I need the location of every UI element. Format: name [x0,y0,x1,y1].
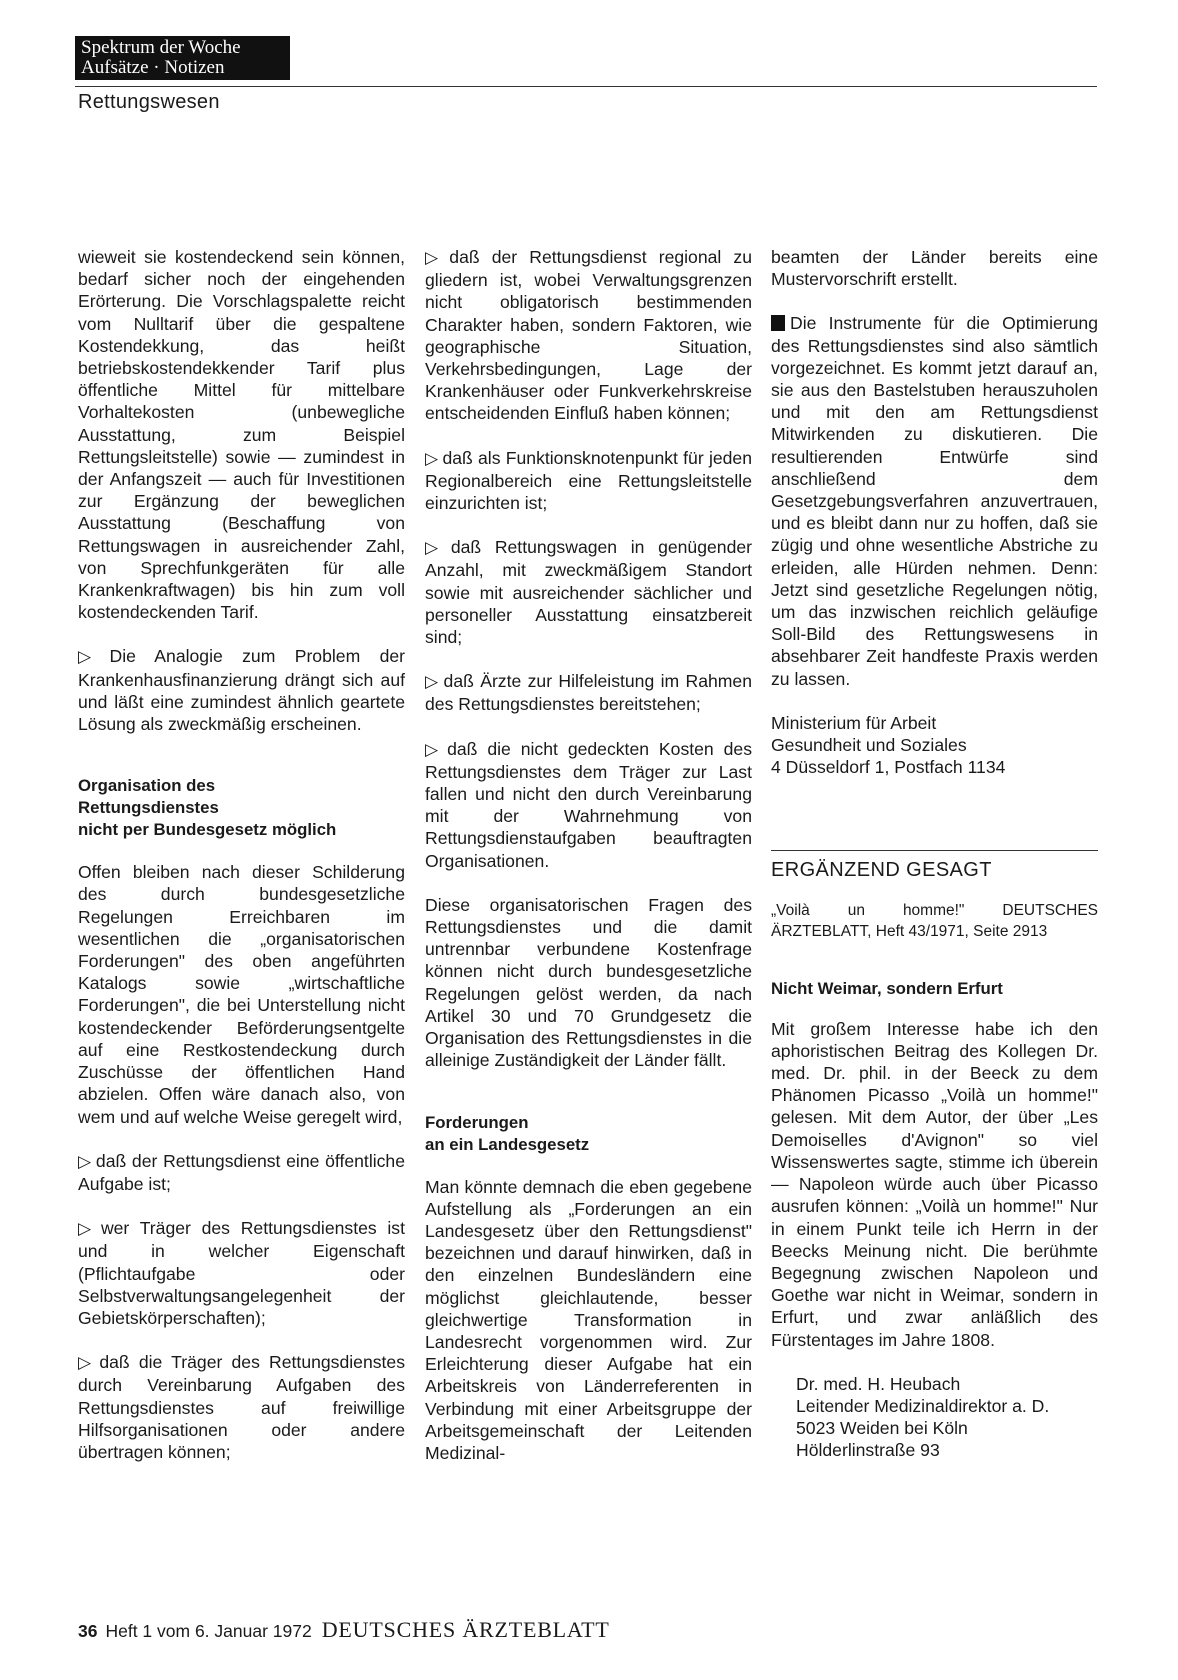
subheading [78,775,405,841]
bullet-text: daß der Rettungsdienst eine öffentliche Aufgabe ist; [78,1150,406,1194]
triangle-bullet-icon: ▷ [425,448,439,468]
address-line: Gesundheit und Soziales [771,735,967,756]
column-2 [425,246,752,1464]
subheading: Nicht Weimar, sondern Erfurt [771,978,1003,998]
subheading-line: Organisation des [78,776,216,796]
bullet-item [78,1217,405,1329]
column-3 [771,246,1098,1462]
bullet-text: daß die Träger des Rettungsdienstes durch Vereinbarung Aufgaben des Rettungsdienstes auf freiwillige Hilfsorganisationen oder andere übertragen können; [78,1352,405,1462]
paragraph-text: Die Analogie zum Problem der Krankenhausfinanzierung drängt sich auf und läßt eine zumindest ähnlich geartete Lösung als zweckmäßig erscheinen. [78,646,405,735]
bullet-item [425,536,752,648]
paragraph: Mit großem Interesse habe ich den aphoristischen Beitrag des Kollegen Dr. med. Dr. phil. in der Beeck zu dem Phänomen Picasso „Voilà un homme!" gelesen. Mit dem Autor, der über „Les Demoiselles d'Avignon" so viel Wissenswertes sagte, stimme ich überein — Napoleon würde auch über Picasso ausrufen können: „Voilà un homme!" Nur in einem Punkt teile ich Herrn in der Beecks Meinung nicht. Die berühmte Begegnung zwischen Napoleon und Goethe war nicht in Weimar, sondern in Erfurt, und zwar anläßlich des Fürstentages im Jahre 1808. [771,1018,1098,1350]
bullet-item [78,1150,405,1195]
triangle-bullet-icon: ▷ [425,672,440,692]
bullet-item [425,738,752,872]
paragraph-text: Die Instrumente für die Optimierung des Rettungsdienstes sind also sämtlich vorgezeichnet. Es kommt jetzt darauf an, sie aus den Bastelstuben herauszuholen und mit den am Rettungsdienst Mitwirkenden zu diskutieren. Die resultierenden Entwürfe sind anschließend dem Gesetzgebungsverfahren anzuvertrauen, und es bleibt dann nur zu hoffen, daß sie zügig und ohne wesentliche Abstriche zu erleiden, alle Hürden nehmen. Denn: Jetzt sind gesetzliche Regelungen nötig, um das inzwischen reichlich geläufige Soll-Bild des Rettungswesens in absehbarer Zeit handfeste Praxis werden zu lassen. [771,313,1098,689]
page-number: 36 [78,1621,98,1641]
page-footer [78,1617,610,1643]
author-address [796,1373,1098,1462]
triangle-bullet-icon: ▷ [78,1219,97,1239]
address-line: Ministerium für Arbeit [771,712,937,733]
address-line: 5023 Weiden bei Köln [796,1418,968,1439]
paragraph: wieweit sie kostendeckend sein können, bedarf sicher noch der eingehenden Erörterung. Die Vorschlagspalette reicht vom Nulltarif über die gespaltene Kostendekkung, das heißt betriebskostendekkender Tarif plus öffentliche Mittel für mittelbare Vorhaltekosten (unbewegliche Ausstattung, zum Beispiel Rettungsleitstelle) sowie — zumindest in der Anfangszeit — auch für Investitionen zur Ergänzung der beweglichen Ausstattung (Beschaffung von Rettungswagen in ausreichender Zahl, von Sprechfunkgeräten für alle Krankenkraftwagen) bis hin zum voll kostendeckenden Tarif. [78,247,405,623]
column-1 [78,246,405,1463]
triangle-bullet-icon: ▷ [425,248,446,267]
triangle-bullet-icon: ▷ [78,1151,92,1171]
address-line: Dr. med. H. Heubach [796,1373,961,1394]
journal-name: DEUTSCHES ÄRZTEBLATT [321,1617,610,1642]
paragraph [78,645,405,735]
author-address [771,712,1098,779]
subheading-line: an ein Landesgesetz [425,1134,590,1154]
paragraph: Offen bleiben nach dieser Schilderung des durch bundesgesetzliche Regelungen Erreichbaren im wesentlichen die „organisatorischen Forderungen" des oben angeführten Katalogs sowie „wirtschaftliche Forderungen", die bei Unterstellung nicht kostendeckender Beförderungsentgelte auf eine Restkostendeckung durch Zuschüsse der öffentlichen Hand abzielen. Offen wäre danach also, von wem und auf welche Weise geregelt wird, [78,862,405,1127]
rubric-line-2: Aufsätze · Notizen [81,57,225,78]
subheading [425,1112,752,1156]
paragraph: Man könnte demnach die eben gegebene Aufstellung als „Forderungen an ein Landesgesetz über den Rettungsdienst" bezeichnen und darauf hinwirken, daß in den einzelnen Bundesländern eine möglichst gleichlautende, besser gleichwertige Transformation in Landesrecht vorgenommen wird. Zur Erleichterung dieser Aufgabe hat ein Arbeitskreis von Länderreferenten in Verbindung mit einer Arbeitsgruppe der Arbeitsgemeinschaft der Leitenden Medizinal- [425,1176,752,1463]
bullet-item [78,1351,405,1463]
bullet-text: wer Träger des Rettungsdienstes ist und in welcher Eigenschaft (Pflichtaufgabe oder Selbstverwaltungsangelegenheit der Gebietskörperschaften); [78,1218,405,1328]
bullet-text: daß als Funktionsknotenpunkt für jeden Regionalbereich eine Rettungsleitstelle einzurichten ist; [425,447,752,514]
address-line: Leitender Medizinaldirektor a. D. [796,1395,1050,1416]
bullet-item [425,246,752,425]
address-line: 4 Düsseldorf 1, Postfach 1134 [771,757,1006,778]
subheading-line: Rettungsdienstes [78,798,219,818]
subheading-line: nicht per Bundesgesetz möglich [78,820,337,840]
paragraph: beamten der Länder bereits eine Mustervorschrift erstellt. [771,247,1098,290]
paragraph: Diese organisatorischen Fragen des Rettungsdienstes und die damit untrennbar verbundene Kostenfrage können nicht durch bundesgesetzliche Regelungen gelöst werden, da nach Artikel 30 und 70 Grundgesetz die Organisation des Rettungsdienstes in die alleinige Zuständigkeit der Länder fällt. [425,894,752,1071]
rubric-label [75,36,290,80]
spacer [771,800,1098,850]
paragraph [771,312,1098,689]
section-heading: ERGÄNZEND GESAGT [771,850,1098,881]
square-bullet-icon [771,315,785,331]
address-line: Hölderlinstraße 93 [796,1440,940,1461]
article-reference: „Voilà un homme!" DEUTSCHES ÄRZTEBLATT, Heft 43/1971, Seite 2913 [771,901,1098,940]
bullet-text: daß die nicht gedeckten Kosten des Rettungsdienstes dem Träger zur Last fallen und nicht den durch Vereinbarung mit der Wahrnehmung von Rettungsdienstaufgaben beauftragten Organisationen. [425,738,752,871]
triangle-bullet-icon: ▷ [425,739,444,759]
bullet-item [425,670,752,715]
issue-info: Heft 1 vom 6. Januar 1972 [105,1621,312,1641]
section-title: Rettungswesen [78,91,220,113]
rubric-line-1: Spektrum der Woche [81,37,241,58]
bullet-item [425,447,752,515]
bullet-text: daß der Rettungsdienst regional zu gliedern ist, wobei Verwaltungsgrenzen nicht obligatorisch bestimmenden Charakter haben, sondern Faktoren, wie geographische Situation, Verkehrsbedingungen, Lage der Krankenhäuser oder Funkverkehrskreise entscheidenden Einfluß haben können; [425,247,752,424]
triangle-bullet-icon: ▷ [425,538,447,558]
bullet-text: daß Ärzte zur Hilfeleistung im Rahmen des Rettungsdienstes bereitstehen; [425,671,753,715]
triangle-bullet-icon: ▷ [78,1353,96,1373]
bullet-text: daß Rettungswagen in genügender Anzahl, mit zweckmäßigem Standort sowie mit ausreichender sächlicher und personeller Ausstattung einsatzbereit sind; [425,537,752,648]
header-rule [75,86,1097,87]
subheading-line: Forderungen [425,1112,529,1132]
triangle-bullet-icon: ▷ [78,647,106,667]
